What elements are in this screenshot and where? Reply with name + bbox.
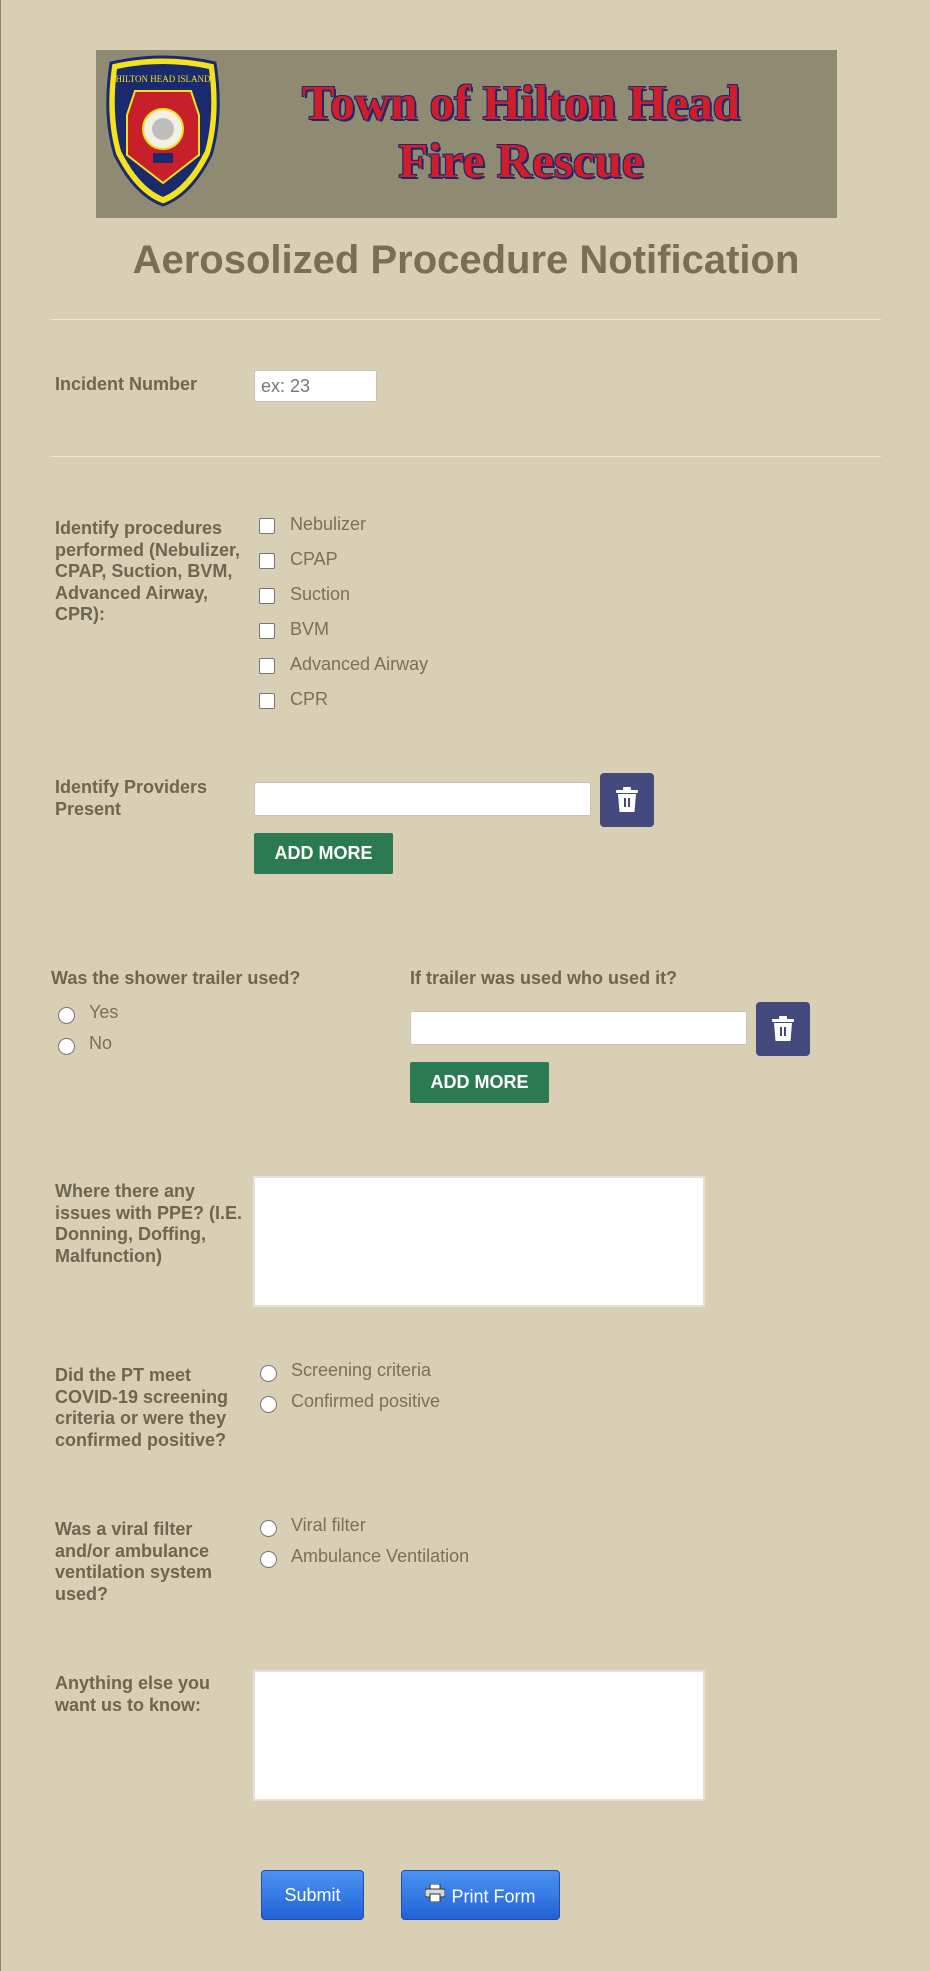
divider xyxy=(51,319,881,320)
radio-shower-yes[interactable] xyxy=(58,1007,75,1024)
trash-icon xyxy=(772,1016,794,1042)
checkbox-nebulizer[interactable] xyxy=(259,518,275,534)
fire-rescue-logo xyxy=(101,55,225,208)
provider-input[interactable] xyxy=(254,782,591,816)
banner-title-line-1: Town of Hilton Head xyxy=(302,75,740,130)
checkbox-advanced-airway[interactable] xyxy=(259,658,275,674)
radio-shower-no[interactable] xyxy=(58,1038,75,1055)
radio-ambulance-ventilation[interactable] xyxy=(260,1551,277,1568)
incident-number-input[interactable] xyxy=(254,370,377,402)
anything-else-label: Anything else you want us to know: xyxy=(55,1673,211,1715)
option-label: Nebulizer xyxy=(290,514,367,534)
option-label: Confirmed positive xyxy=(291,1391,441,1411)
svg-text:HILTON HEAD ISLAND: HILTON HEAD ISLAND xyxy=(115,74,211,84)
remove-provider-button[interactable] xyxy=(600,773,654,827)
option-label: CPR xyxy=(290,689,329,709)
anything-else-textarea[interactable] xyxy=(253,1670,705,1801)
option-label: Ambulance Ventilation xyxy=(291,1546,470,1566)
remove-trailer-user-button[interactable] xyxy=(756,1002,810,1056)
trash-icon xyxy=(616,787,638,813)
shower-trailer-label: Was the shower trailer used? xyxy=(51,968,301,988)
option-label: CPAP xyxy=(290,549,338,569)
incident-number-label: Incident Number xyxy=(55,374,198,394)
procedures-label: Identify procedures performed (Nebulizer, CPAP, Suction, BVM, Advanced Airway, CPR): xyxy=(55,518,241,624)
print-form-label: Print Form xyxy=(451,1886,536,1907)
add-provider-button[interactable]: ADD MORE xyxy=(254,833,393,874)
checkbox-cpr[interactable] xyxy=(259,693,275,709)
header-banner xyxy=(96,50,837,218)
option-label: Yes xyxy=(89,1002,119,1022)
trailer-user-label: If trailer was used who used it? xyxy=(410,968,678,988)
print-form-button[interactable] xyxy=(401,1870,560,1920)
banner-title-line-2: Fire Rescue xyxy=(398,133,644,188)
trailer-user-input[interactable] xyxy=(410,1011,747,1045)
option-label: Suction xyxy=(290,584,351,604)
providers-label: Identify Providers Present xyxy=(55,777,208,819)
option-label: Advanced Airway xyxy=(290,654,429,674)
ppe-issues-textarea[interactable] xyxy=(253,1176,705,1307)
option-label: Viral filter xyxy=(291,1515,366,1535)
checkbox-suction[interactable] xyxy=(259,588,275,604)
page-title: Aerosolized Procedure Notification xyxy=(132,238,800,282)
option-label: No xyxy=(89,1033,113,1053)
option-label: BVM xyxy=(290,619,330,639)
checkbox-bvm[interactable] xyxy=(259,623,275,639)
checkbox-cpap[interactable] xyxy=(259,553,275,569)
radio-confirmed-positive[interactable] xyxy=(260,1396,277,1413)
option-label: Screening criteria xyxy=(291,1360,432,1380)
viral-filter-label: Was a viral filter and/or ambulance ventilation system used? xyxy=(55,1519,213,1604)
divider xyxy=(51,456,881,457)
radio-screening-criteria[interactable] xyxy=(260,1365,277,1382)
submit-button[interactable]: Submit xyxy=(261,1870,364,1920)
radio-viral-filter[interactable] xyxy=(260,1520,277,1537)
printer-icon xyxy=(425,1872,445,1920)
ppe-issues-label: Where there any issues with PPE? (I.E. Donning, Doffing, Malfunction) xyxy=(55,1181,243,1266)
covid-screening-label: Did the PT meet COVID-19 screening criteria or were they confirmed positive? xyxy=(55,1365,229,1450)
add-trailer-user-button[interactable]: ADD MORE xyxy=(410,1062,549,1103)
